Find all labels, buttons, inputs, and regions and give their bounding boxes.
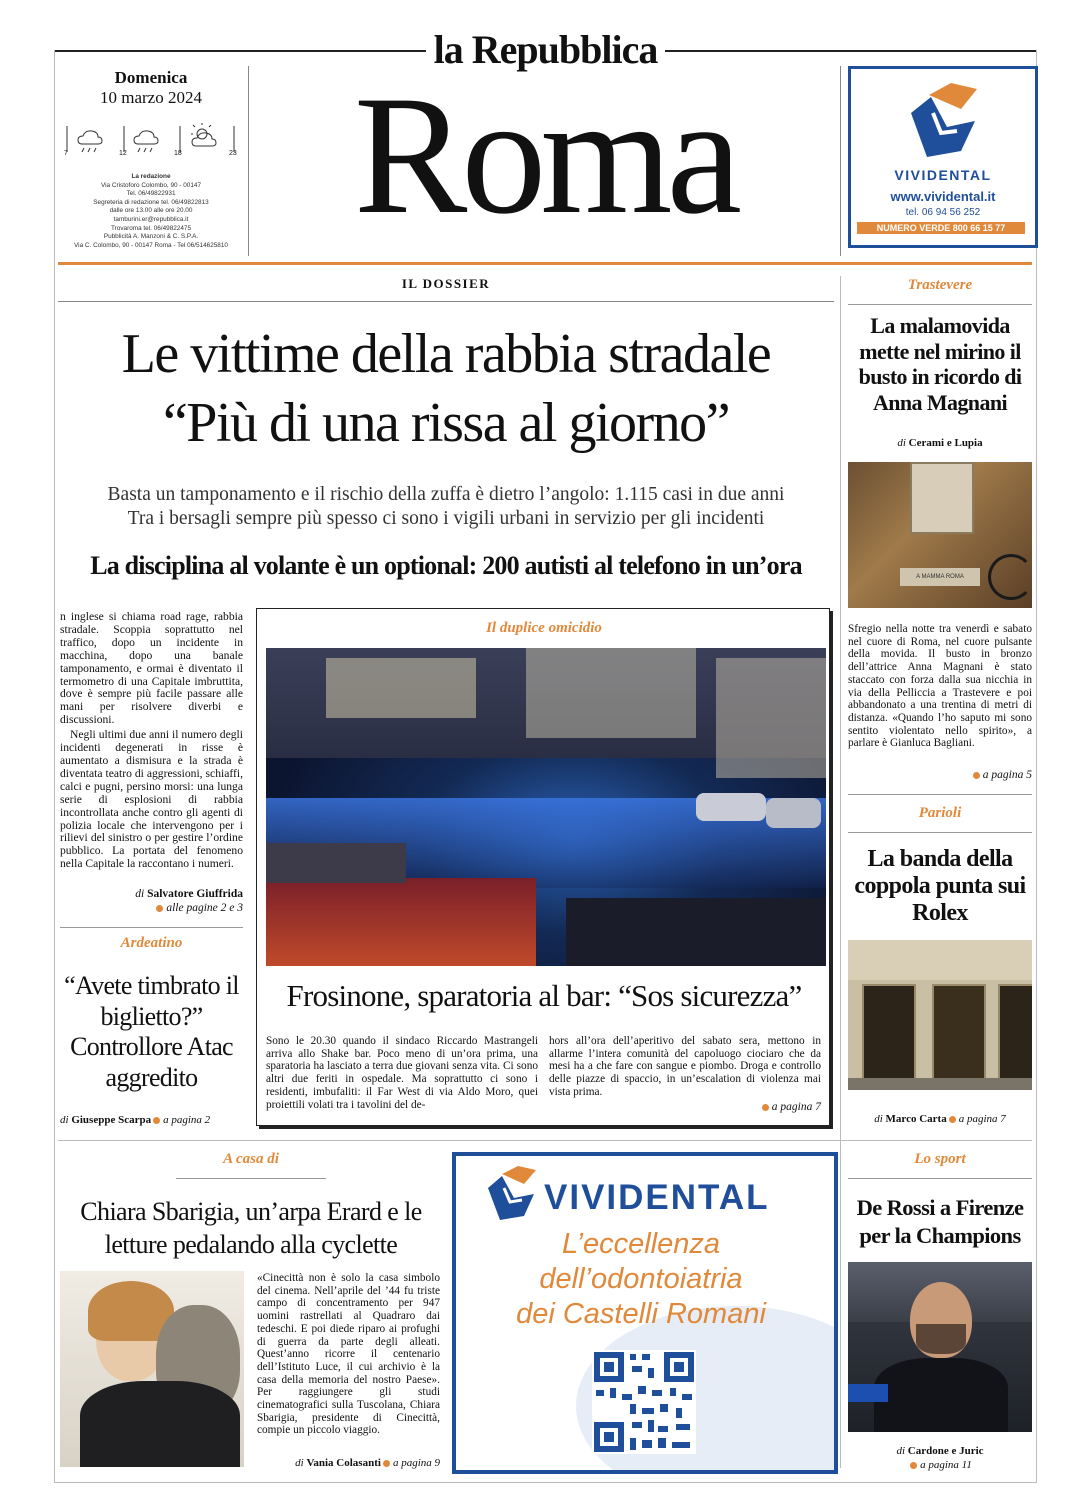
omicidio-kicker: Il duplice omicidio <box>486 620 602 636</box>
dossier-headline-2[interactable]: “Più di una rissa al giorno” <box>162 392 730 454</box>
author: Cerami e Lupia <box>908 437 983 449</box>
dossier-kicker: IL DOSSIER <box>401 276 491 291</box>
temp-1: 7 <box>64 150 68 157</box>
chiara-sbarigia-cat-photo <box>60 1271 244 1467</box>
dossier-subhead-2: Tra i bersagli sempre più spesso ci sono i vigili urbani in servizio per gli incidenti <box>127 508 765 529</box>
omicidio-headline[interactable]: Frosinone, sparatoria al bar: “Sos sicurezza” <box>286 978 802 1013</box>
parioli-kicker: Parioli <box>918 805 962 821</box>
redazione-line: dalle ore 13.00 alle ore 20.00 <box>109 207 193 215</box>
redazione-line: Segreteria di redazione tel. 06/49822813 <box>93 198 209 206</box>
ad-slogan-2: dell’odontoiatria <box>539 1263 743 1295</box>
sport-page-ref[interactable] <box>848 1459 1032 1471</box>
parioli-headline[interactable]: La banda della coppola punta sui Rolex <box>854 846 1026 926</box>
temp-4: 23 <box>229 150 237 157</box>
page-ref: a pagina 7 <box>958 1113 1006 1125</box>
vividental-logo-icon <box>464 1162 548 1232</box>
ad-url[interactable]: www.vividental.it <box>890 189 996 204</box>
weather-icons <box>62 122 242 160</box>
ad-brand: VIVIDENTAL <box>894 167 992 183</box>
redazione-line: Via C. Colombo, 90 - 00147 Roma - Tel 06/514625810 <box>74 241 228 249</box>
bullet-icon <box>762 1104 769 1111</box>
de-rossi-photo <box>848 1262 1032 1432</box>
bullet-icon <box>383 1460 390 1467</box>
trastevere-byline <box>848 437 1032 449</box>
dossier-secondary-headline[interactable]: La disciplina al volante è un optional: 200 autisti al telefono in un’ora <box>90 551 802 580</box>
ardeatino-kicker: Ardeatino <box>120 935 183 951</box>
dossier-subhead-1: Basta un tamponamento e il rischio della zuffa è dietro l’angolo: 1.115 casi in due anni <box>107 484 785 505</box>
trastevere-page-ref[interactable] <box>848 769 1032 781</box>
parioli-byline[interactable] <box>848 1113 1032 1125</box>
page-ref: a pagina 5 <box>982 769 1032 781</box>
trastevere-headline[interactable]: La malamovida mette nel mirino il busto in ricordo di Anna Magnani <box>858 313 1022 415</box>
ad-tel: tel. 06 94 56 252 <box>905 207 981 218</box>
ad-slogan-1: L’eccellenza <box>562 1228 720 1260</box>
rain-cloud-icon <box>134 131 158 144</box>
bullet-icon <box>156 905 163 912</box>
page-ref: a pagina 11 <box>920 1459 972 1471</box>
redazione-line: Pubblicità A. Manzoni & C. S.P.A. <box>103 233 199 241</box>
temp-3: 18 <box>174 150 182 157</box>
omicidio-page-ref[interactable] <box>549 1101 821 1113</box>
sun-cloud-icon <box>192 133 216 146</box>
author: Cardone e Juric <box>907 1445 984 1457</box>
redazione-line: Via Cristoforo Colombo, 90 - 00147 <box>100 181 202 189</box>
dossier-page-ref[interactable] <box>60 902 243 914</box>
redazione-title: La redazione <box>131 173 171 180</box>
author: Giuseppe Scarpa <box>71 1114 152 1126</box>
bullet-icon <box>973 772 980 779</box>
byline-di: di <box>874 1113 883 1125</box>
author: Vania Colasanti <box>306 1457 381 1469</box>
trastevere-kicker: Trastevere <box>907 277 973 293</box>
frosinone-night-photo <box>266 648 826 966</box>
ad-bottom-brand: VIVIDENTAL <box>544 1178 770 1217</box>
sport-kicker: Lo sport <box>914 1151 966 1167</box>
omicidio-body-col2: hors all’ora dell’aperitivo del sabato sera, mettono in allarme l’intera comunità del capoluogo ciociaro che da mesi ha a che fare con sangue e piombo. Droga e controllo delle piazze di spaccio, in un’escalation di violenza mai vista prima. <box>549 1035 821 1098</box>
sport-byline <box>848 1445 1032 1457</box>
byline-di: di <box>135 888 145 900</box>
edition-date: 10 marzo 2024 <box>100 88 202 107</box>
ad-vividental-bottom[interactable] <box>452 1152 838 1474</box>
casa-byline[interactable] <box>257 1457 440 1469</box>
redazione-info <box>58 173 244 250</box>
ardeatino-byline[interactable] <box>60 1114 250 1126</box>
redazione-line: Trovaroma tel. 06/49822475 <box>110 224 192 232</box>
ad-numero-verde: NUMERO VERDE 800 66 15 77 <box>857 222 1025 234</box>
sport-headline[interactable]: De Rossi a Firenze per la Champions <box>856 1195 1024 1248</box>
byline-di: di <box>896 1445 906 1457</box>
trastevere-body: Sfregio nella notte tra venerdì e sabato nel cuore di Roma, nel cuore pulsante della movida. Il busto in bronzo dell’attrice Anna Magnani è stato staccato con forza dalla sua nicchia in via della Pelliccia a Trastevere e poi abbandonato a una trentina di metri di distanza. «Quando l’ho saputo mi sono sentito violentato nello spirito», a parlare è Gianluca Bagliani. <box>848 623 1032 750</box>
redazione-line: Tel. 06/49822931 <box>126 190 176 198</box>
bullet-icon <box>949 1116 956 1123</box>
byline-di: di <box>897 437 906 449</box>
page-ref: a pagina 2 <box>163 1114 211 1126</box>
plaque: A MAMMA ROMA <box>900 568 980 586</box>
casa-body: «Cinecittà non è solo la casa simbolo del cinema. Nell’aprile del ’44 fu triste campo di concentramento per 947 uomini rastrellati al Quadraro dai tedeschi. E poi diede riparo ai profughi di guerra da parte degli alleati. Quest’anno ricorre il centenario dell’Istituto Luce, il cui archivio è la casa della memoria del nostro Paese». Per raggiungere gli studi cinematografici sulla Tuscolana, Chiara Sbarigia, presidente di Cinecittà, compie un piccolo viaggio. <box>257 1272 440 1437</box>
temp-2: 12 <box>119 150 127 157</box>
bullet-icon <box>910 1462 917 1469</box>
magnani-niche-photo <box>848 462 1032 608</box>
omicidio-body-col1: Sono le 20.30 quando il sindaco Riccardo Mastrangeli arriva allo Shake bar. Poco meno di un’ora prima, una sparatoria ha lasciato a terra due giovani senza vita. Ci sono altri due feriti in ospedale. Ma soprattutto ci sono i residenti, imbufaliti: il Far West di via Aldo Moro, quei proiettili volati tra i tavolini del de- <box>266 1035 538 1111</box>
ad-vividental-top[interactable] <box>848 66 1038 248</box>
author: Marco Carta <box>885 1113 947 1125</box>
author: Salvatore Giuffrida <box>147 888 243 900</box>
dossier-body-p2: Negli ultimi due anni il numero degli incidenti degenerati in risse è aumentato a dismisura e la strada è diventata teatro di aggressioni, schiaffi, calci e pugni, persino morsi: una lunga serie di esplosioni di rabbia incontrollata anche contro gli agenti di polizia locale che intervengono per i rilievi del sinistro o per gestire l’ordine pubblico. La portata del fenomeno nella Capitale la raccontano i numeri. <box>60 728 243 871</box>
dossier-body-p1: n inglese si chiama road rage, rabbia stradale. Scoppia soprattutto nel traffico, dopo un incidente in macchina, dopo una banale tamponamento, e ormai è diventato il termometro di una Capitale imbruttita, dove è sempre più facile passare alle mani per risolvere diverbi e discussioni. <box>60 610 243 727</box>
page-ref: a pagina 7 <box>771 1101 821 1113</box>
byline-di: di <box>60 1114 69 1126</box>
brand-logo: la Repubblica <box>433 27 658 72</box>
redazione-line: tamburini.er@repubblica.it <box>113 215 189 223</box>
weather-strip <box>62 122 242 160</box>
ardeatino-headline[interactable]: “Avete timbrato il biglietto?” Controllore Atac aggredito <box>64 971 239 1092</box>
vividental-logo-icon <box>851 73 1035 173</box>
rolex-shop-photo <box>848 940 1032 1090</box>
page-ref: a pagina 9 <box>392 1457 440 1469</box>
rain-cloud-icon <box>78 131 102 144</box>
byline-di: di <box>295 1457 304 1469</box>
city-title: Roma <box>353 61 737 249</box>
casa-headline[interactable]: Chiara Sbarigia, un’arpa Erard e le letture pedalando alla cyclette <box>80 1197 422 1259</box>
dossier-headline-1[interactable]: Le vittime della rabbia stradale <box>121 323 771 385</box>
casa-kicker: A casa di <box>223 1151 279 1167</box>
dossier-byline <box>60 888 243 900</box>
dossier-body <box>60 611 243 871</box>
qr-code-icon[interactable] <box>592 1350 696 1454</box>
bullet-icon <box>153 1117 160 1124</box>
edition-day: Domenica <box>114 68 188 87</box>
page-ref: alle pagine 2 e 3 <box>166 902 243 914</box>
ad-slogan-3: dei Castelli Romani <box>516 1298 766 1330</box>
